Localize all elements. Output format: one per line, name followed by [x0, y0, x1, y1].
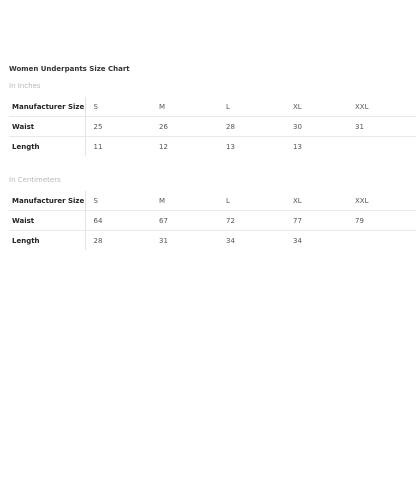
table-cell: M: [151, 191, 218, 211]
table-cell: XXL: [347, 191, 416, 211]
section-caption-inches: In Inches: [9, 82, 41, 90]
table-row-length: [9, 137, 416, 157]
table-cell: 13: [293, 142, 302, 151]
table-row-waist: [9, 117, 416, 137]
table-cell: S: [85, 191, 151, 211]
table-cell: 12: [159, 142, 168, 151]
row-label: Waist: [9, 117, 85, 137]
table-cell: XXL: [347, 97, 416, 117]
table-cell: 77: [285, 211, 347, 231]
table-cell: 28: [93, 236, 103, 245]
row-label: Length: [9, 231, 85, 251]
table-cell: 34: [293, 236, 302, 245]
table-cell: XL: [285, 97, 347, 117]
table-cell: 31: [159, 236, 168, 245]
table-cell: XL: [285, 191, 347, 211]
size-table-inches: [9, 97, 416, 156]
row-label: Waist: [9, 211, 85, 231]
table-cell: L: [218, 191, 285, 211]
table-row-manufacturer-size: [9, 97, 416, 117]
table-cell: 31: [347, 117, 416, 137]
table-cell: 67: [151, 211, 218, 231]
row-label: Manufacturer Size: [9, 97, 85, 117]
row-label: Length: [9, 137, 85, 157]
table-cell: 13: [226, 142, 235, 151]
table-cell: 72: [218, 211, 285, 231]
table-cell: 28: [218, 117, 285, 137]
table-cell: 30: [285, 117, 347, 137]
table-row-waist: [9, 211, 416, 231]
table-row-manufacturer-size: [9, 191, 416, 211]
table-cell: 79: [347, 211, 416, 231]
table-cell: L: [218, 97, 285, 117]
table-cell: [347, 137, 416, 157]
table-cell: 25: [85, 117, 151, 137]
page-title: Women Underpants Size Chart: [9, 65, 130, 73]
size-table-centimeters: [9, 191, 416, 250]
table-cell: S: [85, 97, 151, 117]
section-caption-centimeters: In Centimeters: [9, 176, 61, 184]
table-cell: [347, 231, 416, 251]
table-row-length: [9, 231, 416, 251]
table-cell: 11: [93, 142, 103, 151]
table-cell: 64: [85, 211, 151, 231]
table-cell: 26: [151, 117, 218, 137]
row-label: Manufacturer Size: [9, 191, 85, 211]
table-cell: M: [151, 97, 218, 117]
table-cell: 34: [226, 236, 235, 245]
